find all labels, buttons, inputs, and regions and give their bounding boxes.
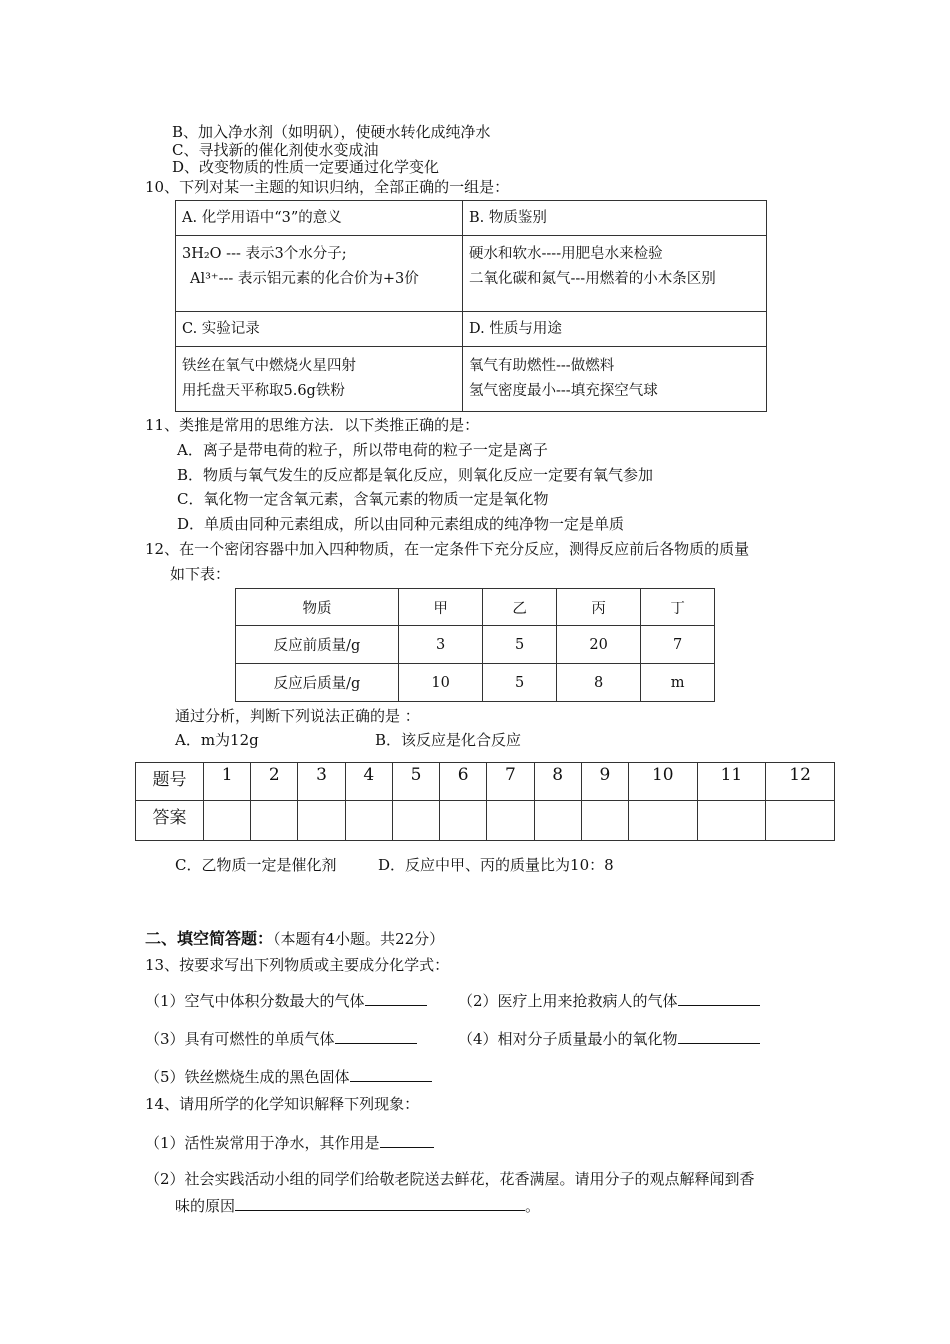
question-number: 4 xyxy=(345,763,392,801)
answer-cell[interactable] xyxy=(697,801,766,841)
header-cell: 乙 xyxy=(483,589,557,626)
q11-option-c: C．氧化物一定含氧元素，含氧元素的物质一定是氧化物 xyxy=(177,490,549,508)
q12-stem: 12、在一个密闭容器中加入四种物质，在一定条件下充分反应，测得反应前后各物质的质量 xyxy=(145,540,750,558)
q9-option-d: D、改变物质的性质一定要通过化学变化 xyxy=(172,158,440,176)
cell: 8 xyxy=(556,664,640,702)
header-cell: 丙 xyxy=(556,589,640,626)
q12-table xyxy=(235,588,715,702)
cell-a-head: A. 化学用语中“3”的意义 xyxy=(176,201,463,236)
label: （1）活性炭常用于净水，其作用是 xyxy=(145,1134,380,1152)
question-number: 1 xyxy=(204,763,251,801)
table-row xyxy=(236,664,715,702)
answer-blank[interactable] xyxy=(365,991,427,1006)
answer-cell[interactable] xyxy=(392,801,439,841)
cell: 反应前质量/g xyxy=(236,626,399,664)
cell: 5 xyxy=(483,626,557,664)
answer-cell[interactable] xyxy=(581,801,628,841)
row-label: 答案 xyxy=(136,801,204,841)
answer-blank[interactable] xyxy=(335,1029,417,1044)
q10-stem: 10、下列对某一主题的知识归纳，全部正确的一组是： xyxy=(145,178,510,196)
cell: 3 xyxy=(399,626,483,664)
label: （5）铁丝燃烧生成的黑色固体 xyxy=(145,1068,350,1086)
b-line-2: 二氧化碳和氮气---用燃着的小木条区别 xyxy=(469,271,716,287)
answer-cell[interactable] xyxy=(628,801,697,841)
cell: 7 xyxy=(641,626,715,664)
section-note: （本题有4小题。共22分） xyxy=(273,930,445,948)
q13-stem: 13、按要求写出下列物质或主要成分化学式： xyxy=(145,956,450,974)
q10-table xyxy=(175,200,767,412)
period: 。 xyxy=(525,1197,541,1215)
q12-option-b: B．该反应是化合反应 xyxy=(375,731,522,749)
q12-option-c: C．乙物质一定是催化剂 xyxy=(175,856,337,874)
question-number: 2 xyxy=(251,763,298,801)
q13-item-2 xyxy=(458,991,760,1010)
c-line-2: 用托盘天平称取5.6g铁粉 xyxy=(182,383,345,399)
q12-stem-2: 如下表： xyxy=(170,565,231,583)
cell: 20 xyxy=(556,626,640,664)
d-line-2: 氢气密度最小---填充探空气球 xyxy=(469,383,658,399)
header-cell: 物质 xyxy=(236,589,399,626)
label: （4）相对分子质量最小的氧化物 xyxy=(458,1030,678,1048)
section-2-heading xyxy=(145,930,444,948)
question-number: 10 xyxy=(628,763,697,801)
question-number: 9 xyxy=(581,763,628,801)
cell-c-head: C. 实验记录 xyxy=(176,312,463,347)
question-number: 6 xyxy=(440,763,487,801)
question-number: 3 xyxy=(298,763,345,801)
q9-option-b: B、加入净水剂（如明矾），使硬水转化成纯净水 xyxy=(172,123,491,141)
answer-cell[interactable] xyxy=(251,801,298,841)
cell: 反应后质量/g xyxy=(236,664,399,702)
a-line-2: Al³⁺--- 表示铝元素的化合价为+3价 xyxy=(190,271,419,287)
d-line-1: 氧气有助燃性---做燃料 xyxy=(469,358,615,374)
cell-b-head: B. 物质鉴别 xyxy=(463,201,767,236)
answer-blank[interactable] xyxy=(235,1196,525,1211)
answer-blank[interactable] xyxy=(380,1133,434,1148)
question-number: 8 xyxy=(534,763,581,801)
table-row xyxy=(236,626,715,664)
cell-d-head: D. 性质与用途 xyxy=(463,312,767,347)
q11-option-b: B．物质与氧气发生的反应都是氧化反应，则氧化反应一定要有氧气参加 xyxy=(177,466,654,484)
question-number: 12 xyxy=(766,763,835,801)
label: （1）空气中体积分数最大的气体 xyxy=(145,992,365,1010)
question-number: 11 xyxy=(697,763,766,801)
cell-d-body xyxy=(463,347,767,412)
q12-option-d: D．反应中甲、丙的质量比为10：8 xyxy=(378,856,614,874)
q13-item-4 xyxy=(458,1029,760,1048)
label: （2）医疗上用来抢救病人的气体 xyxy=(458,992,678,1010)
q12-prompt: 通过分析，判断下列说法正确的是 ： xyxy=(175,707,420,725)
q14-stem: 14、请用所学的化学知识解释下列现象： xyxy=(145,1095,420,1113)
answer-blank[interactable] xyxy=(350,1067,432,1082)
question-number: 7 xyxy=(487,763,534,801)
q13-item-5 xyxy=(145,1067,432,1086)
question-number: 5 xyxy=(392,763,439,801)
answer-cell[interactable] xyxy=(440,801,487,841)
label: 味的原因 xyxy=(175,1197,236,1215)
c-line-1: 铁丝在氧气中燃烧火星四射 xyxy=(182,358,356,374)
answer-cell[interactable] xyxy=(345,801,392,841)
header-cell: 甲 xyxy=(399,589,483,626)
cell: m xyxy=(641,664,715,702)
answer-cell[interactable] xyxy=(534,801,581,841)
answer-cell[interactable] xyxy=(298,801,345,841)
section-title: 二、填空简答题： xyxy=(145,929,274,948)
answer-table xyxy=(135,762,835,841)
q11-option-d: D．单质由同种元素组成，所以由同种元素组成的纯净物一定是单质 xyxy=(177,515,625,533)
header-cell: 丁 xyxy=(641,589,715,626)
answer-cell[interactable] xyxy=(487,801,534,841)
q14-item-1 xyxy=(145,1133,434,1152)
row-label: 题号 xyxy=(136,763,204,801)
q14-item-2-cont xyxy=(175,1196,540,1215)
label: （3）具有可燃性的单质气体 xyxy=(145,1030,335,1048)
cell: 5 xyxy=(483,664,557,702)
q9-option-c: C、寻找新的催化剂使水变成油 xyxy=(172,141,379,159)
cell-b-body xyxy=(463,236,767,312)
q13-item-1 xyxy=(145,991,427,1010)
q14-item-2: （2）社会实践活动小组的同学们给敬老院送去鲜花，花香满屋。请用分子的观点解释闻到香 xyxy=(145,1170,755,1188)
b-line-1: 硬水和软水----用肥皂水来检验 xyxy=(469,246,663,262)
answer-blank[interactable] xyxy=(678,1029,760,1044)
q11-stem: 11、类推是常用的思维方法．以下类推正确的是： xyxy=(145,416,480,434)
q11-option-a: A．离子是带电荷的粒子，所以带电荷的粒子一定是离子 xyxy=(177,441,548,459)
cell-c-body xyxy=(176,347,463,412)
q12-option-a: A．m为12g xyxy=(175,731,259,749)
q13-item-3 xyxy=(145,1029,417,1048)
answer-cell[interactable] xyxy=(766,801,835,841)
cell-a-body xyxy=(176,236,463,312)
answer-cell[interactable] xyxy=(204,801,251,841)
cell: 10 xyxy=(399,664,483,702)
a-line-1: 3H₂O --- 表示3个水分子; xyxy=(182,246,347,262)
answer-blank[interactable] xyxy=(678,991,760,1006)
